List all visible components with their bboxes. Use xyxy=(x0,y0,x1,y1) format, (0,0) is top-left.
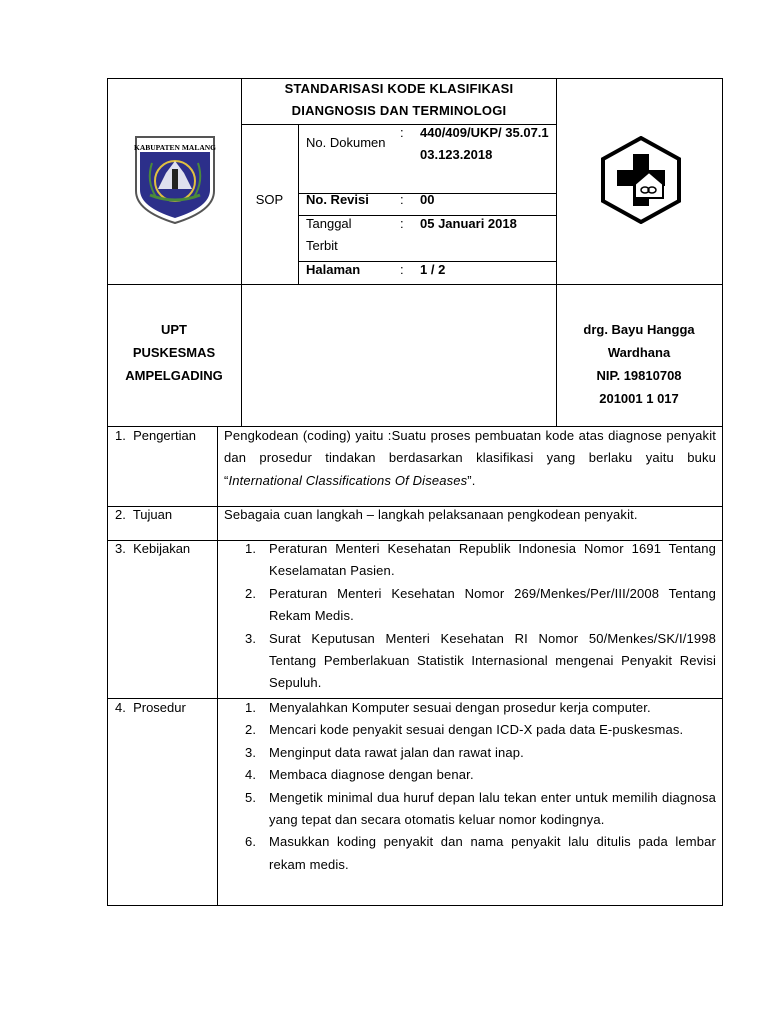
section-tujuan-label: 2. Tujuan xyxy=(115,507,173,522)
signer-nip-2: 201001 1 017 xyxy=(599,391,679,406)
field-no-dokumen-value: 440/409/UKP/ 35.07.103.123.2018 xyxy=(420,125,549,163)
signer-block xyxy=(556,318,722,410)
field-no-revisi-label: No. Revisi xyxy=(306,192,369,207)
list-item: 1. Menyalahkan Komputer sesuai dengan prosedur kerja computer. xyxy=(245,700,651,715)
kabupaten-malang-emblem-icon xyxy=(132,133,218,225)
puskesmas-cross-icon xyxy=(597,136,685,224)
sop-label: SOP xyxy=(255,192,284,207)
section-kebijakan-label: 3. Kebijakan xyxy=(115,541,191,556)
document-title xyxy=(241,78,557,122)
list-item: 3. Menginput data rawat jalan dan rawat inap. xyxy=(245,744,524,760)
list-item: 2. Peraturan Menteri Kesehatan Nomor 269/Menkes/Per/III/2008 Tentang Rekam Medis. xyxy=(245,585,716,624)
svg-text:KABUPATEN MALANG: KABUPATEN MALANG xyxy=(133,143,217,152)
title-line-1: STANDARISASI KODE KLASIFIKASI xyxy=(284,81,514,96)
list-item: 6. Masukkan koding penyakit dan nama penyakit lalu ditulis pada lembar rekam medis. xyxy=(245,834,716,872)
list-item: 4. Membaca diagnose dengan benar. xyxy=(245,767,474,783)
field-no-revisi-sep: : xyxy=(400,192,404,207)
org-line-3: AMPELGADING xyxy=(125,368,223,383)
title-line-2: DIANGNOSIS DAN TERMINOLOGI xyxy=(291,103,507,118)
signer-name-1: drg. Bayu Hangga xyxy=(583,322,695,337)
field-halaman-value: 1 / 2 xyxy=(420,262,446,277)
field-no-revisi-value: 00 xyxy=(420,192,435,207)
list-item: 3. Surat Keputusan Menteri Kesehatan RI Nomor 50/Menkes/SK/I/1998 Tentang Pemberlakuan Statistik Internasional mengenai Penyakit Revisi Sepuluh. xyxy=(245,630,716,691)
organization-name xyxy=(107,318,241,387)
org-line-2: PUSKESMAS xyxy=(132,345,216,360)
section-tujuan-text: Sebagaia cuan langkah – langkah pelaksanaan pengkodean penyakit. xyxy=(224,507,638,522)
section-pengertian-label: 1. Pengertian xyxy=(115,428,196,443)
list-item: 1. Peraturan Menteri Kesehatan Republik Indonesia Nomor 1691 Tentang Keselamatan Pasien. xyxy=(245,541,716,579)
field-tanggal-terbit-label: Tanggal Terbit xyxy=(306,216,352,254)
field-no-dokumen-label: No. Dokumen xyxy=(306,135,386,150)
section-prosedur-label: 4. Prosedur xyxy=(115,700,186,715)
field-halaman-sep: : xyxy=(400,262,404,277)
list-item: 2. Mencari kode penyakit sesuai dengan ICD-X pada data E-puskesmas. xyxy=(245,722,684,738)
signer-name-2: Wardhana xyxy=(607,345,671,360)
field-tanggal-terbit-sep: : xyxy=(400,216,404,231)
field-tanggal-terbit-value: 05 Januari 2018 xyxy=(420,216,517,231)
field-halaman-label: Halaman xyxy=(306,262,361,277)
org-line-1: UPT xyxy=(161,322,187,337)
signer-nip-1: NIP. 19810708 xyxy=(596,368,682,383)
kebijakan-list xyxy=(217,538,716,695)
prosedur-list xyxy=(217,697,716,876)
list-item: 5. Mengetik minimal dua huruf depan lalu tekan enter untuk memilih diagnosa yang tepat dan secara otomatis keluar nomor kodingnya. xyxy=(245,789,716,828)
field-no-dokumen-sep: : xyxy=(400,125,404,140)
section-pengertian-text: Pengkodean (coding) yaitu :Suatu proses pembuatan kode atas diagnose penyakit dan prosedur tindakan berdasarkan klasifikasi yang berlaku yaitu buku “International Classifications Of Diseases”. xyxy=(224,428,716,488)
